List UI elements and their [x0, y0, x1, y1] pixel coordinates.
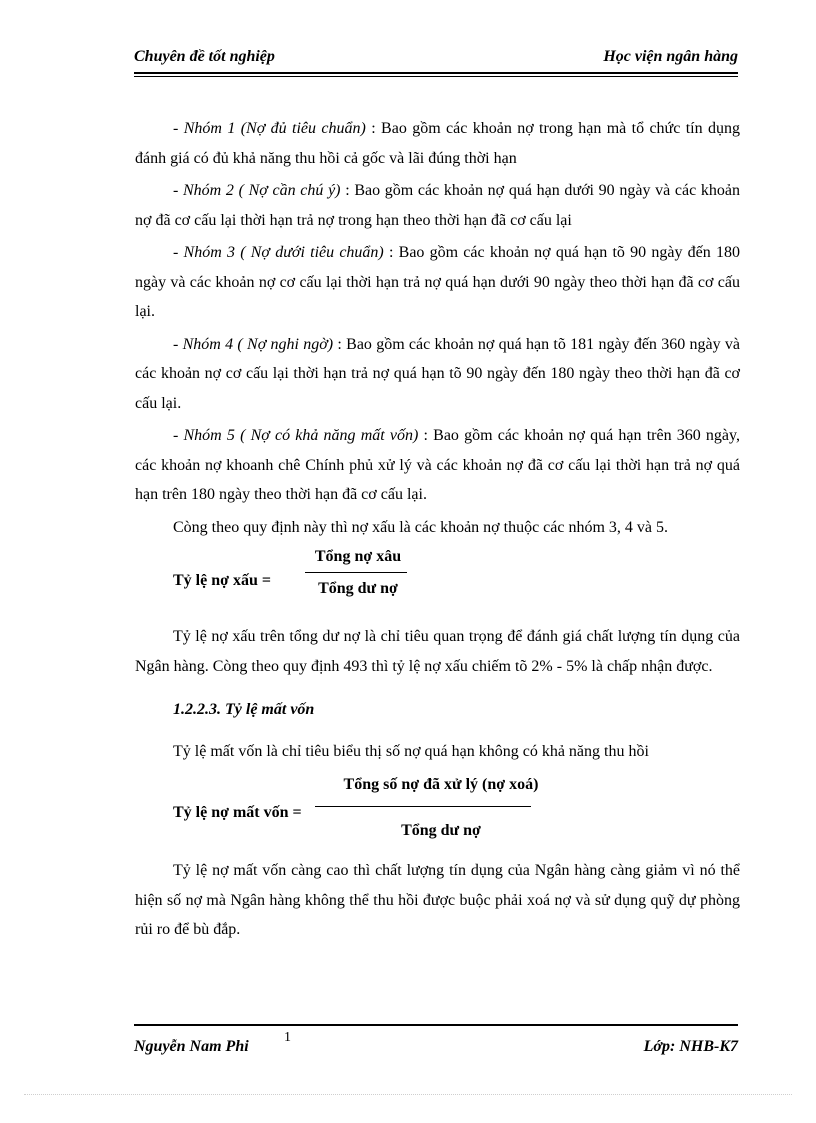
formula-2-fraction-bar — [315, 806, 531, 807]
page-header — [134, 44, 738, 74]
section-heading: 1.2.2.3. Tỷ lệ mất vốn — [173, 701, 315, 718]
header-right-title: Học viện ngân hàng — [603, 48, 738, 65]
group-2-label: - Nhóm 2 ( Nợ cần chú ý) — [173, 182, 341, 199]
group-3-text: : Bao gồm các khoản nợ quá hạn tõ 90 ngày đến 180 ngày và các khoản nợ cơ cấu lại thời hạn trả nợ quá hạn dưới 90 ngày theo thời hạn đã cơ cấu lại. — [135, 244, 740, 320]
document-body — [135, 114, 740, 948]
group-4-text: : Bao gồm các khoản nợ quá hạn tõ 181 ngày đến 360 ngày và các khoản nợ cơ cấu lại thời hạn trả nợ quá hạn tõ 90 ngày đến 180 ngày theo thời hạn đã cơ cấu lại. — [135, 335, 740, 412]
group-4-label: - Nhóm 4 ( Nợ nghi ngờ) — [173, 335, 334, 353]
formula-2-lhs: Tỷ lệ nợ mất vốn = — [173, 804, 302, 821]
footer-class: Lớp: NHB-K7 — [643, 1038, 738, 1055]
formula-1-denominator: Tổng dư nợ — [318, 580, 398, 597]
formula-1-fraction-bar — [305, 572, 407, 573]
page-footer — [134, 1024, 738, 1064]
group-2-text: : Bao gồm các khoản nợ quá hạn dưới 90 ngày và các khoản nợ đã cơ cấu lại thời hạn trả nợ trong hạn theo thời hạn đã cơ cấu lại — [135, 182, 741, 229]
formula-2-numerator: Tổng số nợ đã xử lý (nợ xoá) — [343, 776, 539, 793]
formula-1-lhs: Tỷ lệ nợ xấu = — [173, 572, 271, 589]
paragraph-bad-debt-ratio: Tỷ lệ nợ xấu trên tổng dư nợ là chỉ tiêu quan trọng để đánh giá chất lượng tín dụng của Ngân hàng. Còng theo quy định 493 thì tỷ lệ nợ xấu chiếm tõ 2% - 5% là chấp nhận được. — [135, 628, 740, 675]
paragraph-loss-ratio-definition: Tỷ lệ mất vốn là chỉ tiêu biểu thị số nợ quá hạn không có khả năng thu hồi — [173, 742, 649, 760]
formula-2-denominator: Tổng dư nợ — [401, 822, 481, 839]
footer-author: Nguyễn Nam Phi — [134, 1038, 249, 1055]
header-left-title: Chuyên đề tốt nghiệp — [134, 48, 275, 65]
paragraph-group-5 — [135, 421, 740, 510]
page-edge — [24, 1094, 792, 1095]
footer-rule — [134, 1024, 738, 1026]
paragraph-loss-ratio-explanation: Tỷ lệ nợ mất vốn càng cao thì chất lượng tín dụng của Ngân hàng càng giảm vì nó thể hiện số nợ mà Ngân hàng không thể thu hồi được buộc phải xoá nợ và sử dụng quỹ dự phòng rủi ro để bù đắp. — [135, 862, 740, 938]
bad-debt-ratio-formula — [135, 546, 740, 618]
header-rule — [134, 72, 738, 74]
group-5-label: - Nhóm 5 ( Nợ có khả năng mất vốn) — [173, 427, 419, 444]
group-1-label: - Nhóm 1 (Nợ đủ tiêu chuẩn) — [173, 120, 366, 137]
paragraph-group-3 — [135, 238, 740, 327]
header-rule-thin — [134, 76, 738, 77]
paragraph-group-2 — [135, 176, 740, 235]
formula-1-numerator: Tổng nợ xâu — [314, 548, 402, 565]
loss-ratio-formula — [135, 770, 740, 852]
group-3-label: - Nhóm 3 ( Nợ dưới tiêu chuẩn) — [173, 244, 384, 261]
paragraph-group-1 — [135, 114, 740, 173]
paragraph-group-4 — [135, 330, 740, 419]
page-number: 1 — [284, 1030, 291, 1045]
group-5-text: : Bao gồm các khoản nợ quá hạn trên 360 ngày, các khoản nợ khoanh chê Chính phủ xử lý và các khoản nợ đã cơ cấu lại thời hạn trả nợ quá hạn trên 180 ngày theo thời hạn đã cơ cấu lại. — [135, 427, 740, 503]
group-1-text: : Bao gồm các khoản nợ trong hạn mà tổ chức tín dụng đánh giá có đủ khả năng thu hồi cả gốc và lãi đúng thời hạn — [135, 120, 740, 167]
paragraph-bad-debt-definition: Còng theo quy định này thì nợ xấu là các khoản nợ thuộc các nhóm 3, 4 và 5. — [173, 518, 669, 536]
